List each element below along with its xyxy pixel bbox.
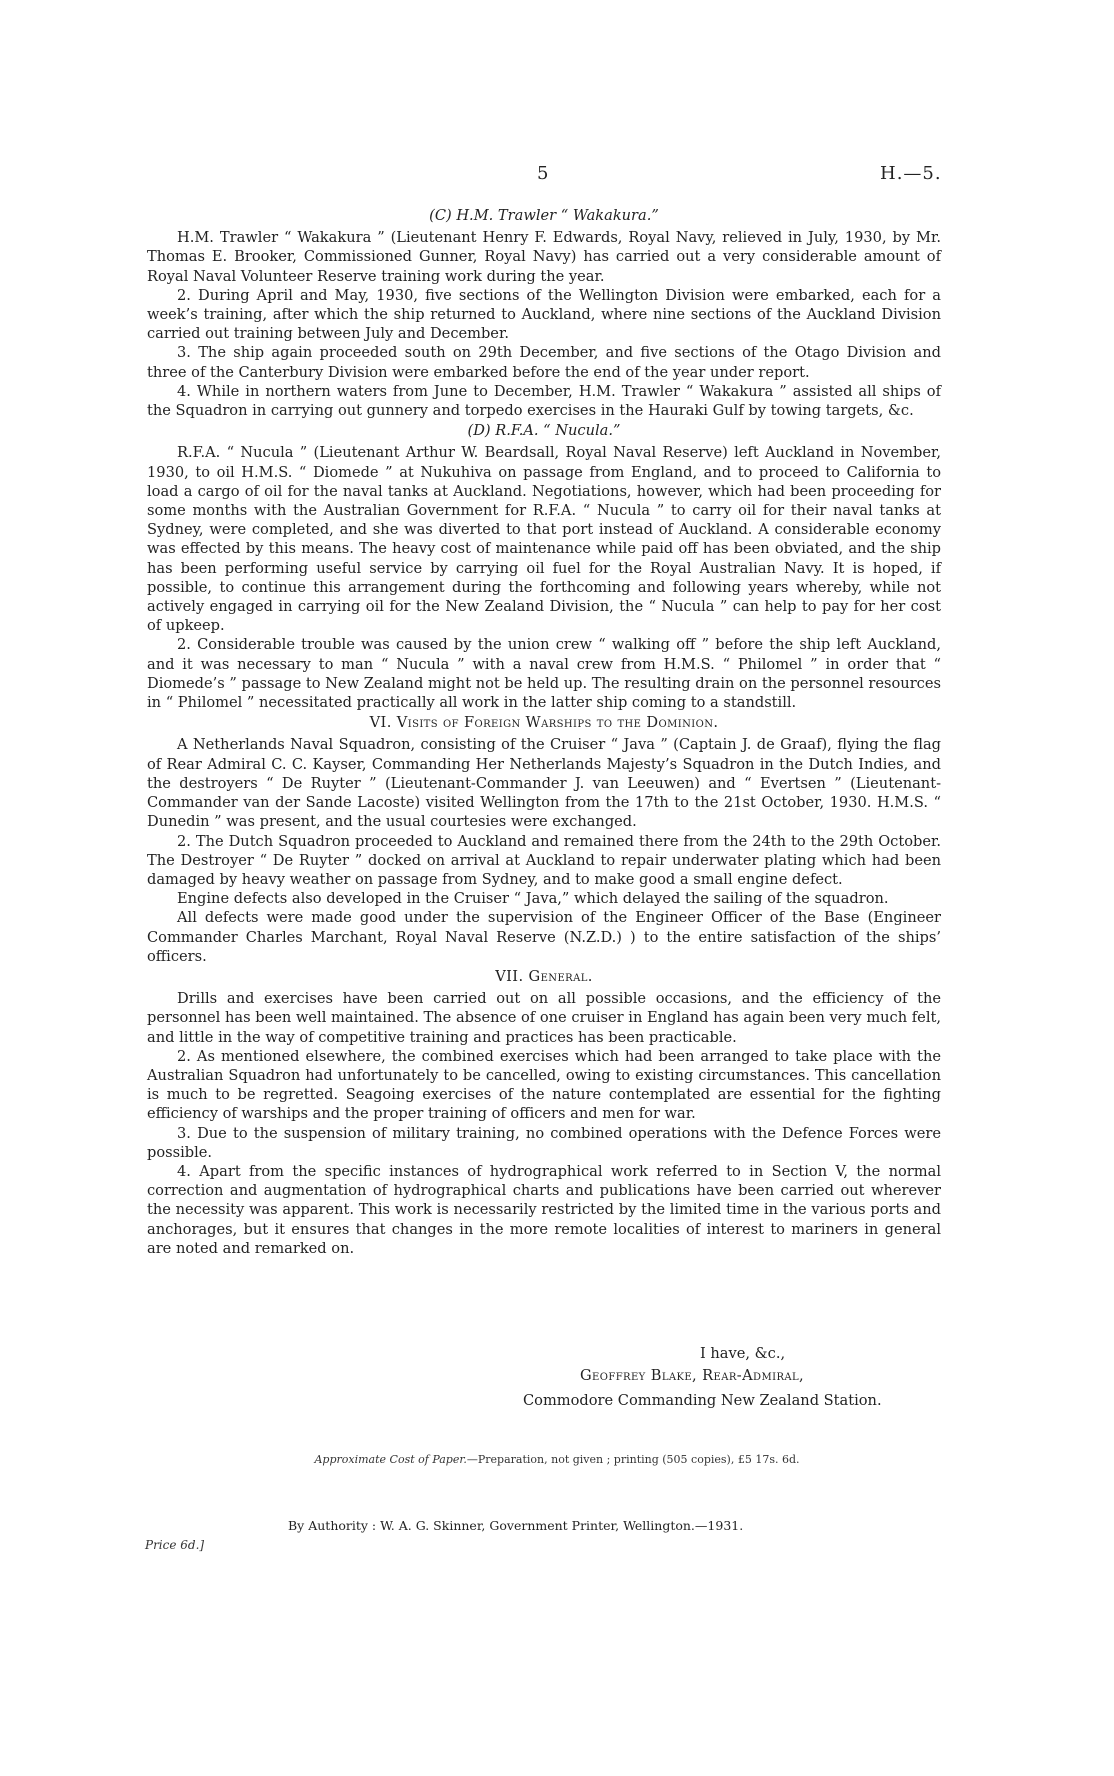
cost-label: Approximate Cost of Paper. (314, 1453, 467, 1466)
paragraph: Drills and exercises have been carried out on all possible occasions, and the efficiency of the personnel has been well maintained. The absence of one cruiser in England has again been very much felt, and little in the way of competitive training and practices has been practicable. (147, 990, 941, 1046)
paragraph: 2. As mentioned elsewhere, the combined exercises which had been arranged to take place with the Australian Squadron had unfortunately to be cancelled, owing to existing circumstances. This cancellation is much to be regretted. Seagoing exercises of the nature contemplated are essential for the fighting efficiency of warships and the proper training of officers and men for war. (147, 1047, 941, 1123)
page-number: 5 (537, 163, 549, 184)
section-heading: (C) H.M. Trawler “ Wakakura.” (429, 207, 659, 224)
printer-authority: By Authority : W. A. G. Skinner, Government Printer, Wellington.—1931. (288, 1518, 744, 1533)
closing-line: I have, &c., (700, 1345, 786, 1362)
paragraph: 2. During April and May, 1930, five sections of the Wellington Division were embarked, each for a week’s training, after which the ship returned to Auckland, where nine sections of the Auckland Division carried out training between July and December. (147, 286, 941, 343)
section-c (147, 205, 941, 420)
document-code: H.—5. (880, 163, 942, 184)
section-heading: VI. Visits of Foreign Warships to the Dominion. (369, 714, 719, 732)
signatory-position: Commodore Commanding New Zealand Station. (523, 1392, 882, 1409)
paragraph: 4. Apart from the specific instances of hydrographical work referred to in Section V, the normal correction and augmentation of hydrographical charts and publications have been carried out wherever the necessity was apparent. This work is necessarily restricted by the limited time in the various ports and anchorages, but it ensures that changes in the more remote localities of interest to mariners in general are noted and remarked on. (147, 1162, 941, 1257)
paragraph: 3. The ship again proceeded south on 29th December, and five sections of the Otago Division and three of the Canterbury Division were embarked before the end of the year under report. (147, 344, 941, 381)
section-heading: (D) R.F.A. “ Nucula.” (467, 422, 621, 440)
paragraph: All defects were made good under the supervision of the Engineer Officer of the Base (Engineer Commander Charles Marchant, Royal Naval Reserve (N.Z.D.) ) to the entire satisfaction of the ships’ officers. (147, 909, 941, 965)
cost-detail: —Preparation, not given ; printing (505 copies), £5 17s. 6d. (466, 1453, 800, 1466)
paragraph: H.M. Trawler “ Wakakura ” (Lieutenant Henry F. Edwards, Royal Navy, relieved in July, 1930, by Mr. Thomas E. Brooker, Commissioned Gunner, Royal Navy) has carried out a very considerable amount of Royal Naval Volunteer Reserve training work during the year. (147, 229, 941, 285)
paragraph: R.F.A. “ Nucula ” (Lieutenant Arthur W. Beardsall, Royal Naval Reserve) left Auckland in November, 1930, to oil H.M.S. “ Diomede ” at Nukuhiva on passage from England, and to proceed to California to load a cargo of oil for the naval tanks at Auckland. Negotiations, however, which had been proceeding for some months with the Australian Government for R.F.A. “ Nucula ” to carry oil for their naval tanks at Sydney, were completed, and she was diverted to that port instead of Auckland. A considerable economy was effected by this means. The heavy cost of maintenance while paid off has been obviated, and the ship has been performing useful service by carrying oil fuel for the Royal Australian Navy. It is hoped, if possible, to continue this arrangement during the forthcoming and following years whereby, while not actively engaged in carrying oil for the New Zealand Division, the “ Nucula ” can help to pay for her cost of upkeep. (147, 444, 941, 635)
price-label: Price 6d.] (145, 1538, 205, 1552)
paragraph: 2. Considerable trouble was caused by the union crew “ walking off ” before the ship left Auckland, and it was necessary to man “ Nucula ” with a naval crew from H.M.S. “ Philomel ” in order that “ Diomede’s ” passage to New Zealand might not be held up. The resulting drain on the personnel resources in “ Philomel ” necessitated practically all work in the latter ship coming to a standstill. (147, 636, 941, 712)
section-vii (147, 966, 941, 1258)
document-body (147, 205, 941, 1258)
paragraph: 2. The Dutch Squadron proceeded to Auckland and remained there from the 24th to the 29th October. The Destroyer “ De Ruyter ” docked on arrival at Auckland to repair underwater plating which had been damaged by heavy weather on passage from Sydney, and to make good a small engine defect. (147, 832, 941, 888)
cost-of-paper (0, 1453, 1114, 1466)
section-vi (147, 712, 941, 966)
paragraph: Engine defects also developed in the Cruiser “ Java,” which delayed the sailing of the squadron. (177, 890, 889, 908)
paragraph: A Netherlands Naval Squadron, consisting of the Cruiser “ Java ” (Captain J. de Graaf), flying the flag of Rear Admiral C. C. Kayser, Commanding Her Netherlands Majesty’s Squadron in the Dutch Indies, and the destroyers “ De Ruyter ” (Lieutenant-Commander J. van Leeuwen) and “ Evertsen ” (Lieutenant-Commander van der Sande Lacoste) visited Wellington from the 17th to the 21st October, 1930. H.M.S. “ Dunedin ” was present, and the usual courtesies were exchanged. (147, 736, 941, 831)
paragraph: 3. Due to the suspension of military training, no combined operations with the Defence Forces were possible. (147, 1124, 941, 1161)
signatory-name: Geoffrey Blake, Rear-Admiral, (580, 1367, 805, 1384)
section-d (147, 420, 941, 712)
section-heading: VII. General. (495, 967, 593, 985)
paragraph: 4. While in northern waters from June to December, H.M. Trawler “ Wakakura ” assisted all ships of the Squadron in carrying out gunnery and torpedo exercises in the Hauraki Gulf by towing targets, &c. (147, 382, 941, 420)
